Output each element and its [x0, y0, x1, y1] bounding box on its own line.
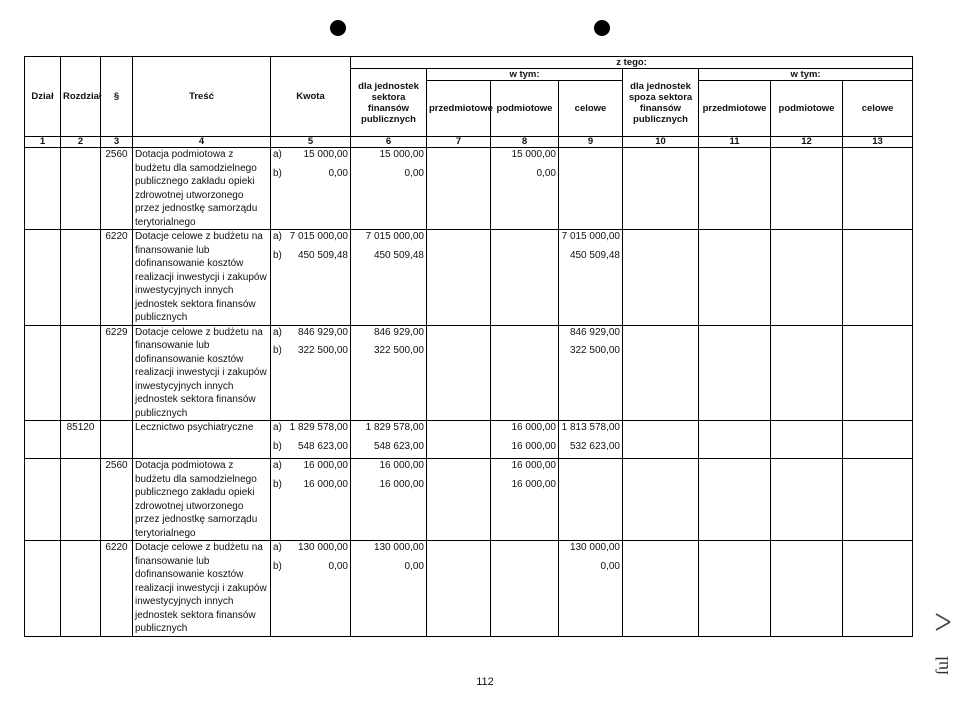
cell-c10	[623, 541, 699, 637]
cell-c13	[843, 459, 913, 541]
cell-c8	[491, 230, 559, 326]
c6-a: 1 829 578,00	[365, 422, 424, 433]
cell-kwota	[271, 421, 351, 459]
cell-dzial	[25, 148, 61, 230]
marker-b: b)	[273, 560, 282, 572]
header-dla-poza: dla jednostek spoza sektora finansów publicznych	[623, 69, 699, 137]
kwota-b: 0,00	[328, 167, 348, 179]
kwota-a: 16 000,00	[303, 460, 348, 471]
header-w-tym-1: w tym:	[427, 69, 623, 81]
header-z-tego: z tego:	[351, 57, 913, 69]
cell-c13	[843, 421, 913, 459]
budget-table	[24, 56, 913, 637]
table-row	[25, 459, 913, 541]
cell-c6	[351, 421, 427, 459]
cell-c11	[699, 325, 771, 421]
c9-a: 1 813 578,00	[561, 422, 620, 433]
col-number: 7	[427, 137, 491, 148]
handwritten-note: ſul	[931, 655, 952, 676]
cell-dzial	[25, 459, 61, 541]
c6-a: 130 000,00	[373, 542, 424, 553]
cell-c11	[699, 148, 771, 230]
marker-b: b)	[273, 478, 282, 490]
cell-rozdzial	[61, 459, 101, 541]
cell-c6	[351, 148, 427, 230]
c8-b: 16 000,00	[511, 478, 556, 490]
cell-kwota	[271, 325, 351, 421]
cell-dzial	[25, 230, 61, 326]
cell-rozdzial	[61, 148, 101, 230]
cell-c9	[559, 541, 623, 637]
col-number: 4	[133, 137, 271, 148]
kwota-b: 0,00	[328, 560, 348, 572]
c8-b: 16 000,00	[511, 440, 556, 452]
cell-c12	[771, 325, 843, 421]
cell-c7	[427, 230, 491, 326]
cell-c9	[559, 325, 623, 421]
c8-a: 16 000,00	[511, 460, 556, 471]
marker-b: b)	[273, 345, 282, 356]
c9-b: 532 623,00	[569, 440, 620, 452]
cell-c8	[491, 421, 559, 459]
c6-a: 15 000,00	[379, 149, 424, 160]
cell-dzial	[25, 325, 61, 421]
c9-a: 846 929,00	[569, 326, 620, 338]
cell-c8	[491, 148, 559, 230]
table-row	[25, 325, 913, 421]
cell-tresc: Dotacje celowe z budżetu na finansowanie lub dofinansowanie kosztów realizacji inwestycji i zakupów inwestycyjnych innych jednostek sektora finansów publicznych	[133, 325, 271, 421]
header-w-tym-2: w tym:	[699, 69, 913, 81]
header-przedmiotowe: przedmiotowe	[427, 81, 491, 137]
cell-c6	[351, 230, 427, 326]
cell-c8	[491, 459, 559, 541]
cell-c13	[843, 325, 913, 421]
table-body	[25, 148, 913, 637]
c6-b: 548 623,00	[373, 440, 424, 452]
header-row-1	[25, 57, 913, 69]
cell-c10	[623, 421, 699, 459]
header-paragraf: §	[101, 57, 133, 137]
header-tresc: Treść	[133, 57, 271, 137]
cell-rozdzial	[61, 541, 101, 637]
col-number: 8	[491, 137, 559, 148]
table-row	[25, 421, 913, 459]
header-rozdzial: Rozdział	[61, 57, 101, 137]
page-number: 112	[476, 676, 494, 688]
cell-c11	[699, 230, 771, 326]
col-number: 1	[25, 137, 61, 148]
cell-c12	[771, 230, 843, 326]
handwritten-mark-icon	[932, 610, 954, 634]
cell-c8	[491, 541, 559, 637]
col-number: 11	[699, 137, 771, 148]
cell-c11	[699, 421, 771, 459]
cell-paragraf: 2560	[101, 459, 133, 541]
marker-b: b)	[273, 440, 282, 452]
cell-c7	[427, 325, 491, 421]
cell-kwota	[271, 541, 351, 637]
cell-paragraf: 6229	[101, 325, 133, 421]
marker-a: a)	[273, 326, 282, 338]
header-podmiotowe: podmiotowe	[491, 81, 559, 137]
cell-c8	[491, 325, 559, 421]
cell-c13	[843, 541, 913, 637]
kwota-a: 130 000,00	[297, 542, 348, 553]
col-number: 12	[771, 137, 843, 148]
col-number: 6	[351, 137, 427, 148]
marker-a: a)	[273, 231, 282, 242]
cell-c7	[427, 421, 491, 459]
kwota-b: 322 500,00	[297, 345, 348, 356]
cell-c11	[699, 459, 771, 541]
table-row	[25, 541, 913, 637]
c8-b: 0,00	[536, 167, 556, 179]
marker-a: a)	[273, 460, 282, 471]
cell-tresc: Dotacje celowe z budżetu na finansowanie lub dofinansowanie kosztów realizacji inwestycji i zakupów inwestycyjnych innych jednostek sektora finansów publicznych	[133, 230, 271, 326]
marker-b: b)	[273, 249, 282, 261]
c6-b: 450 509,48	[373, 249, 424, 261]
header-kwota: Kwota	[271, 57, 351, 137]
cell-tresc: Dotacje celowe z budżetu na finansowanie lub dofinansowanie kosztów realizacji inwestycji i zakupów inwestycyjnych innych jednostek sektora finansów publicznych	[133, 541, 271, 637]
header-dzial: Dział	[25, 57, 61, 137]
cell-c9	[559, 421, 623, 459]
c9-a: 130 000,00	[569, 542, 620, 553]
punch-hole-right	[594, 20, 610, 36]
cell-c9	[559, 230, 623, 326]
cell-tresc: Lecznictwo psychiatryczne	[133, 421, 271, 459]
cell-c9	[559, 459, 623, 541]
cell-paragraf: 2560	[101, 148, 133, 230]
cell-kwota	[271, 459, 351, 541]
cell-paragraf	[101, 421, 133, 459]
cell-paragraf: 6220	[101, 541, 133, 637]
cell-tresc: Dotacja podmiotowa z budżetu dla samodzielnego publicznego zakładu opieki zdrowotnej utworzonego przez jednostkę samorządu terytorialnego	[133, 148, 271, 230]
c9-b: 450 509,48	[569, 249, 620, 261]
cell-c10	[623, 230, 699, 326]
marker-a: a)	[273, 542, 282, 553]
cell-c6	[351, 325, 427, 421]
col-number: 9	[559, 137, 623, 148]
cell-rozdzial: 85120	[61, 421, 101, 459]
c8-a: 16 000,00	[511, 422, 556, 433]
kwota-b: 450 509,48	[297, 249, 348, 261]
kwota-a: 1 829 578,00	[289, 422, 348, 433]
cell-c9	[559, 148, 623, 230]
header-celowe-2: celowe	[843, 81, 913, 137]
header-podmiotowe-2: podmiotowe	[771, 81, 843, 137]
cell-c12	[771, 541, 843, 637]
marker-a: a)	[273, 422, 282, 433]
cell-c10	[623, 148, 699, 230]
cell-tresc: Dotacja podmiotowa z budżetu dla samodzielnego publicznego zakładu opieki zdrowotnej utworzonego przez jednostkę samorządu terytorialnego	[133, 459, 271, 541]
col-number: 10	[623, 137, 699, 148]
cell-c10	[623, 325, 699, 421]
cell-rozdzial	[61, 325, 101, 421]
cell-c13	[843, 230, 913, 326]
column-number-row	[25, 137, 913, 148]
c9-b: 0,00	[600, 560, 620, 572]
c9-a: 7 015 000,00	[561, 231, 620, 242]
cell-c6	[351, 459, 427, 541]
table-row	[25, 148, 913, 230]
cell-c7	[427, 148, 491, 230]
cell-c12	[771, 421, 843, 459]
marker-a: a)	[273, 149, 282, 160]
cell-kwota	[271, 230, 351, 326]
cell-dzial	[25, 541, 61, 637]
c8-a: 15 000,00	[511, 149, 556, 160]
c9-b: 322 500,00	[569, 345, 620, 356]
cell-paragraf: 6220	[101, 230, 133, 326]
c6-a: 16 000,00	[379, 460, 424, 471]
kwota-b: 548 623,00	[297, 440, 348, 452]
c6-b: 322 500,00	[373, 345, 424, 356]
header-celowe: celowe	[559, 81, 623, 137]
col-number: 13	[843, 137, 913, 148]
cell-c13	[843, 148, 913, 230]
cell-c12	[771, 148, 843, 230]
punch-hole-left	[330, 20, 346, 36]
marker-b: b)	[273, 167, 282, 179]
col-number: 5	[271, 137, 351, 148]
cell-c11	[699, 541, 771, 637]
c6-a: 7 015 000,00	[365, 231, 424, 242]
col-number: 2	[61, 137, 101, 148]
cell-c10	[623, 459, 699, 541]
cell-dzial	[25, 421, 61, 459]
c6-b: 0,00	[404, 560, 424, 572]
cell-c6	[351, 541, 427, 637]
kwota-b: 16 000,00	[303, 478, 348, 490]
cell-rozdzial	[61, 230, 101, 326]
header-dla-jsfp: dla jednostek sektora finansów publicznych	[351, 69, 427, 137]
c6-a: 846 929,00	[373, 326, 424, 338]
cell-c7	[427, 541, 491, 637]
col-number: 3	[101, 137, 133, 148]
table-row	[25, 230, 913, 326]
c6-b: 16 000,00	[379, 478, 424, 490]
c6-b: 0,00	[404, 167, 424, 179]
cell-c12	[771, 459, 843, 541]
header-przedmiotowe-2: przedmiotowe	[699, 81, 771, 137]
kwota-a: 846 929,00	[297, 326, 348, 338]
cell-kwota	[271, 148, 351, 230]
cell-c7	[427, 459, 491, 541]
kwota-a: 15 000,00	[303, 149, 348, 160]
kwota-a: 7 015 000,00	[289, 231, 348, 242]
